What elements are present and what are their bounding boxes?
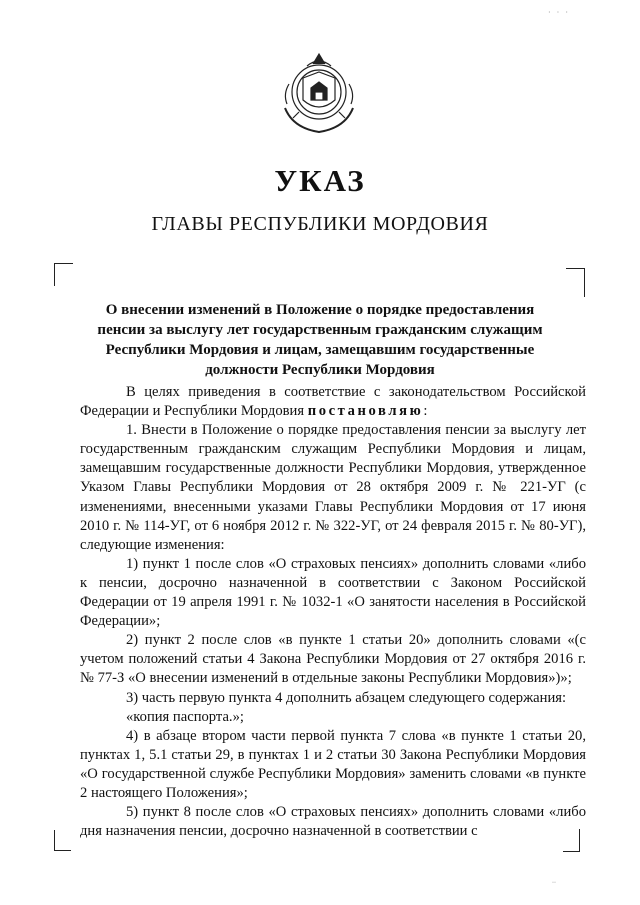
document-subtitle: ГЛАВЫ РЕСПУБЛИКИ МОРДОВИЯ [151,213,489,235]
scan-artifact: ·· [552,880,556,886]
document-body [80,383,586,841]
corner-mark-bottom-left [54,830,71,851]
corner-mark-top-left [54,263,73,286]
body-paragraph: «копия паспорта.»; [126,708,244,725]
heading-line: пенсии за выслугу лет государственным гражданским служащим [97,322,543,338]
scan-artifact: · · · [548,8,570,17]
body-paragraph: 2) пункт 2 после слов «в пункте 1 статьи 20» дополнить словами «(с учетом положений статьи 4 Закона Республики Мордовия от 27 октября 2016 г. № 77-З «О внесении изменений в отдельные законы Республики Мордовия»)»; [80,632,586,687]
decree-keyword: постановляю [307,403,424,420]
heading-line: Республики Мордовия и лицам, замещавшим государственные [105,342,535,358]
heading-line: О внесении изменений в Положение о порядке предоставления [105,302,535,318]
body-paragraph: 4) в абзаце втором части первой пункта 7 слова «в пункте 1 статьи 20, пунктах 1, 5.1 статьи 29, в пунктах 1 и 2 статьи 30 Закона Республики Мордовия «О государственной службе Республики Мордовия» заменить словами «в пункте 2 настоящего Положения»; [80,727,586,801]
body-paragraph: 5) пункт 8 после слов «О страховых пенсиях» дополнить словами «либо дня назначения пенсии, досрочно назначенной в соответствии с [80,804,586,840]
body-paragraph: 1) пункт 1 после слов «О страховых пенсиях» дополнить словами «либо к пенсии, досрочно назначенной в соответствии с Законом Российской Федерации от 19 апреля 1991 г. № 1032-1 «О занятости населения в Российской Федерации»; [80,555,586,630]
document-title: УКАЗ [274,163,366,198]
heading-line: должности Республики Мордовия [205,362,435,378]
coat-of-arms-icon [273,48,365,140]
intro-paragraph: В целях приведения в соответствие с законодательством Российской Федерации и Республики Мордовия постановляю: [80,384,586,420]
corner-mark-top-right [566,268,585,297]
body-paragraph: 1. Внести в Положение о порядке предоставления пенсии за выслугу лет государственным гражданским служащим Республики Мордовия и лицам, замещавшим государственные должности Республики Мордовия, утвержденное Указом Главы Республики Мордовия от 28 октября 2009 г. № 221-УГ (с изменениями, внесенными указами Главы Республики Мордовия от 17 июня 2010 г. № 114-УГ, от 6 ноября 2012 г. № 322-УГ, от 24 февраля 2015 г. № 80-УГ), следующие изменения: [80,422,586,553]
document-heading [80,300,560,380]
corner-mark-bottom-right [563,829,580,852]
body-paragraph: 3) часть первую пункта 4 дополнить абзацем следующего содержания: [126,689,567,706]
